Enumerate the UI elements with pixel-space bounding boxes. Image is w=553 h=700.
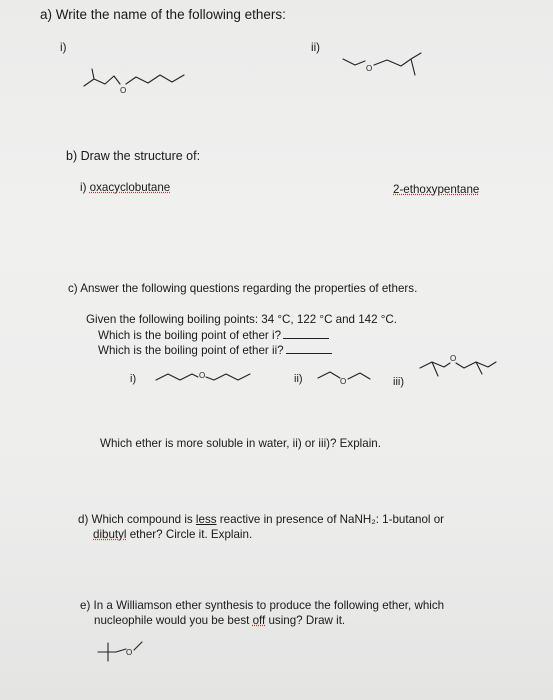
section-b-heading: b) Draw the structure of: [66, 149, 201, 163]
section-b-item-i [80, 181, 170, 194]
section-a-item-i-label: i) [60, 41, 67, 54]
ether-e-structure [92, 636, 152, 668]
section-c-ether-ii-label: ii) [294, 373, 303, 385]
section-c-given-boiling-points: Given the following boiling points: 34 °C, 122 °C and 142 °C. [86, 313, 398, 326]
section-b-item-i-prefix: i) [80, 181, 90, 194]
section-d-less: less [195, 513, 217, 526]
ether-a-ii-bonds [343, 53, 421, 75]
section-d-text-c: ether? Circle it. Explain. [126, 528, 253, 541]
ether-c-iii-bonds [420, 362, 496, 376]
ether-c-i-structure [150, 368, 260, 390]
section-e-line-1: e) In a Williamson ether synthesis to produce the following ether, which [80, 599, 445, 612]
section-e-text-a: nucleophile would you be best [94, 614, 253, 627]
ether-c-ii-structure [312, 366, 382, 388]
ether-c-i-oxygen: O [199, 371, 206, 380]
section-c-ether-i-label: i) [130, 373, 137, 385]
ether-c-iii-oxygen: O [450, 354, 457, 363]
section-c-question-i [98, 329, 329, 342]
section-d-line-2 [93, 528, 252, 541]
section-d-dibutyl: dibutyl [93, 528, 127, 541]
ether-e-bonds [98, 642, 142, 661]
section-d-text-b: reactive in presence of NaNH₂: 1-butanol or [216, 513, 445, 526]
ether-a-i-bonds [84, 69, 184, 86]
section-d-line-1 [78, 513, 444, 526]
section-c-heading: c) Answer the following questions regarding the properties of ethers. [68, 282, 418, 295]
section-e-line-2 [94, 614, 345, 627]
section-c-solubility-question: Which ether is more soluble in water, ii) or iii)? Explain. [100, 437, 381, 450]
answer-blank-ii[interactable] [286, 353, 332, 354]
answer-blank-i[interactable] [283, 338, 329, 339]
ether-a-ii-oxygen: O [366, 64, 373, 73]
ether-e-oxygen: O [126, 648, 133, 657]
question-i-text: Which is the boiling point of ether i? [98, 329, 282, 342]
section-c-ether-iii-label: iii) [393, 376, 404, 388]
ether-c-iii-structure [416, 352, 506, 394]
section-e-off: off [252, 614, 266, 627]
ethoxypentane-name: 2-ethoxypentane [393, 183, 480, 196]
section-d-text-a: d) Which compound is [78, 513, 196, 526]
oxacyclobutane-name: oxacyclobutane [89, 181, 171, 194]
section-e-text-b: using? Draw it. [265, 614, 346, 627]
ether-a-i-structure [60, 55, 190, 100]
section-a-heading: a) Write the name of the following ethers: [40, 7, 286, 22]
ether-a-i-oxygen: O [120, 86, 127, 95]
question-ii-text: Which is the boiling point of ether ii? [98, 344, 284, 357]
ether-c-ii-oxygen: O [340, 377, 347, 386]
section-c-question-ii [98, 344, 332, 357]
section-a-item-ii-label: ii) [311, 41, 321, 54]
ether-a-ii-structure [335, 45, 445, 90]
